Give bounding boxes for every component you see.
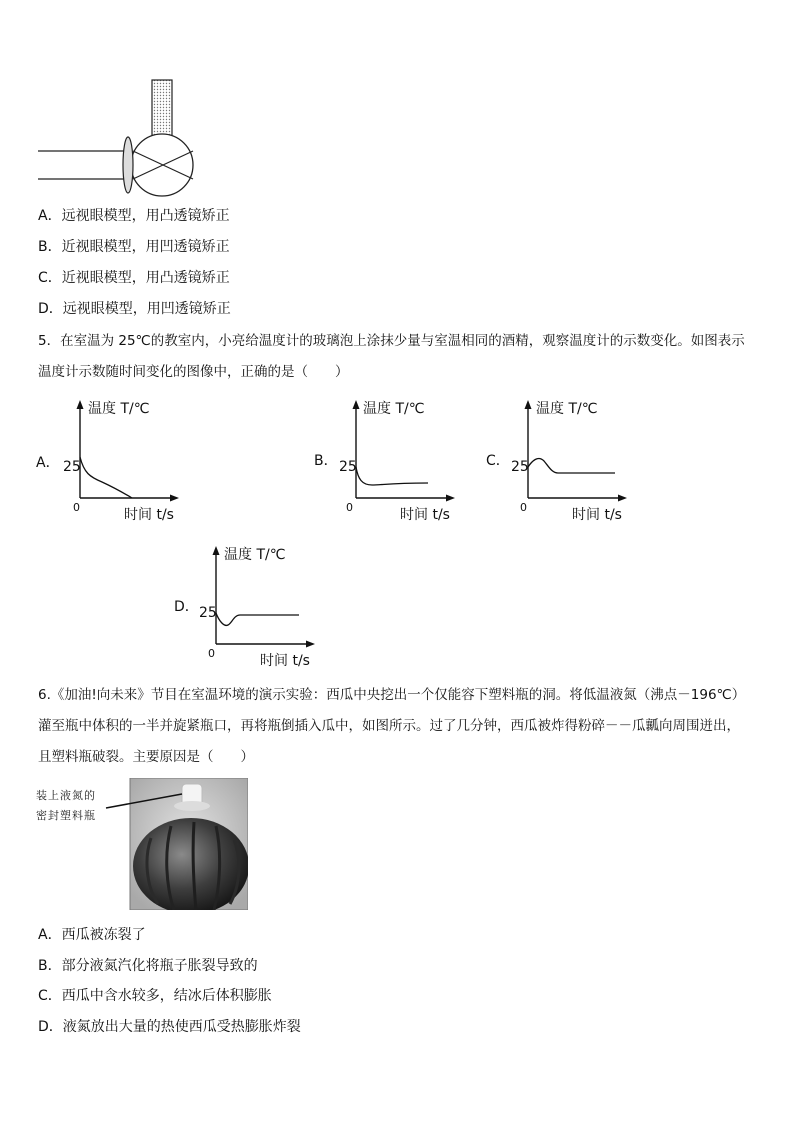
origin-label: 0 [73, 501, 80, 514]
y-tick-25: 25 [199, 605, 217, 621]
origin-label: 0 [346, 501, 353, 514]
origin-label: 0 [208, 647, 215, 660]
q6-option-b [38, 956, 258, 976]
option-letter: D． [38, 1019, 63, 1035]
q6-text-line3: 且塑料瓶破裂。主要原因是（ ） [38, 749, 254, 765]
graph-letter: C． [486, 453, 510, 469]
eye-lens [123, 137, 133, 193]
option-letter: B． [38, 239, 62, 255]
x-axis-arrow [446, 495, 455, 502]
q5-text-line2: 温度计示数随时间变化的图像中，正确的是（ ） [38, 364, 349, 380]
option-text: 西瓜被冻裂了 [61, 927, 146, 943]
eye-option-d [38, 299, 231, 319]
y-axis-arrow [353, 400, 360, 409]
option-text: 远视眼模型，用凸透镜矫正 [61, 208, 230, 224]
frost [174, 801, 210, 811]
graph-letter: D． [174, 599, 199, 615]
graph-d [170, 541, 340, 671]
x-axis-arrow [618, 495, 627, 502]
graph-c [482, 395, 652, 525]
x-axis-label: 时间 t/s [260, 653, 310, 669]
q6-text-line1: 6.《加油!向未来》节目在室温环境的演示实验：西瓜中央挖出一个仅能容下塑料瓶的洞。将低温液氮（沸点－196℃） [38, 687, 746, 703]
y-axis-label: 温度 T/℃ [88, 401, 150, 417]
option-letter: C． [38, 988, 62, 1004]
y-axis-arrow [525, 400, 532, 409]
x-axis-arrow [306, 641, 315, 648]
temperature-curve [356, 467, 428, 485]
q6-option-d [38, 1017, 301, 1037]
graph-a [30, 395, 200, 525]
option-letter: B． [38, 958, 62, 974]
q5-text-line1: 5．在室温为 25℃的教室内，小亮给温度计的玻璃泡上涂抹少量与室温相同的酒精，观察温度计的示数变化。如图表示 [38, 333, 745, 349]
option-text: 近视眼模型，用凹透镜矫正 [61, 239, 230, 255]
photo-label-line1: 装上液氮的 [36, 789, 96, 802]
y-tick-25: 25 [63, 459, 81, 475]
y-axis-label: 温度 T/℃ [224, 547, 286, 563]
option-text: 液氮放出大量的热使西瓜受热膨胀炸裂 [62, 1019, 301, 1035]
origin-label: 0 [520, 501, 527, 514]
x-axis-label: 时间 t/s [400, 507, 450, 523]
x-axis-label: 时间 t/s [572, 507, 622, 523]
eye-muscle-column [152, 80, 172, 136]
x-axis-arrow [170, 495, 179, 502]
graph-letter: A． [36, 455, 60, 471]
eye-option-b [38, 237, 230, 257]
y-axis-label: 温度 T/℃ [536, 401, 598, 417]
graph-b [310, 395, 480, 525]
option-letter: D． [38, 301, 63, 317]
temperature-curve [528, 459, 615, 473]
q6-option-a [38, 925, 146, 945]
y-tick-25: 25 [511, 459, 529, 475]
option-text: 西瓜中含水较多，结冰后体积膨胀 [61, 988, 272, 1004]
photo-label-line2: 密封塑料瓶 [36, 809, 96, 822]
y-axis-label: 温度 T/℃ [363, 401, 425, 417]
y-axis-arrow [77, 400, 84, 409]
option-letter: A． [38, 927, 62, 943]
option-text: 远视眼模型，用凹透镜矫正 [62, 301, 231, 317]
q6-text-line2: 灌至瓶中体积的一半并旋紧瓶口，再将瓶倒插入瓜中，如图所示。过了几分钟，西瓜被炸得粉碎－－瓜瓤向周围迸出， [38, 718, 740, 734]
eye-option-a [38, 206, 230, 226]
option-text: 部分液氮汽化将瓶子胀裂导致的 [61, 958, 258, 974]
temperature-curve [216, 613, 299, 625]
x-axis-label: 时间 t/s [124, 507, 174, 523]
eye-option-c [38, 268, 230, 288]
graph-letter: B． [314, 453, 338, 469]
option-text: 近视眼模型，用凸透镜矫正 [61, 270, 230, 286]
option-letter: C． [38, 270, 62, 286]
temperature-curve [80, 457, 132, 498]
y-axis-arrow [213, 546, 220, 555]
watermelon-photo [36, 778, 248, 910]
y-tick-25: 25 [339, 459, 357, 475]
q6-option-c [38, 986, 272, 1006]
eye-model-diagram [30, 76, 210, 201]
option-letter: A． [38, 208, 62, 224]
